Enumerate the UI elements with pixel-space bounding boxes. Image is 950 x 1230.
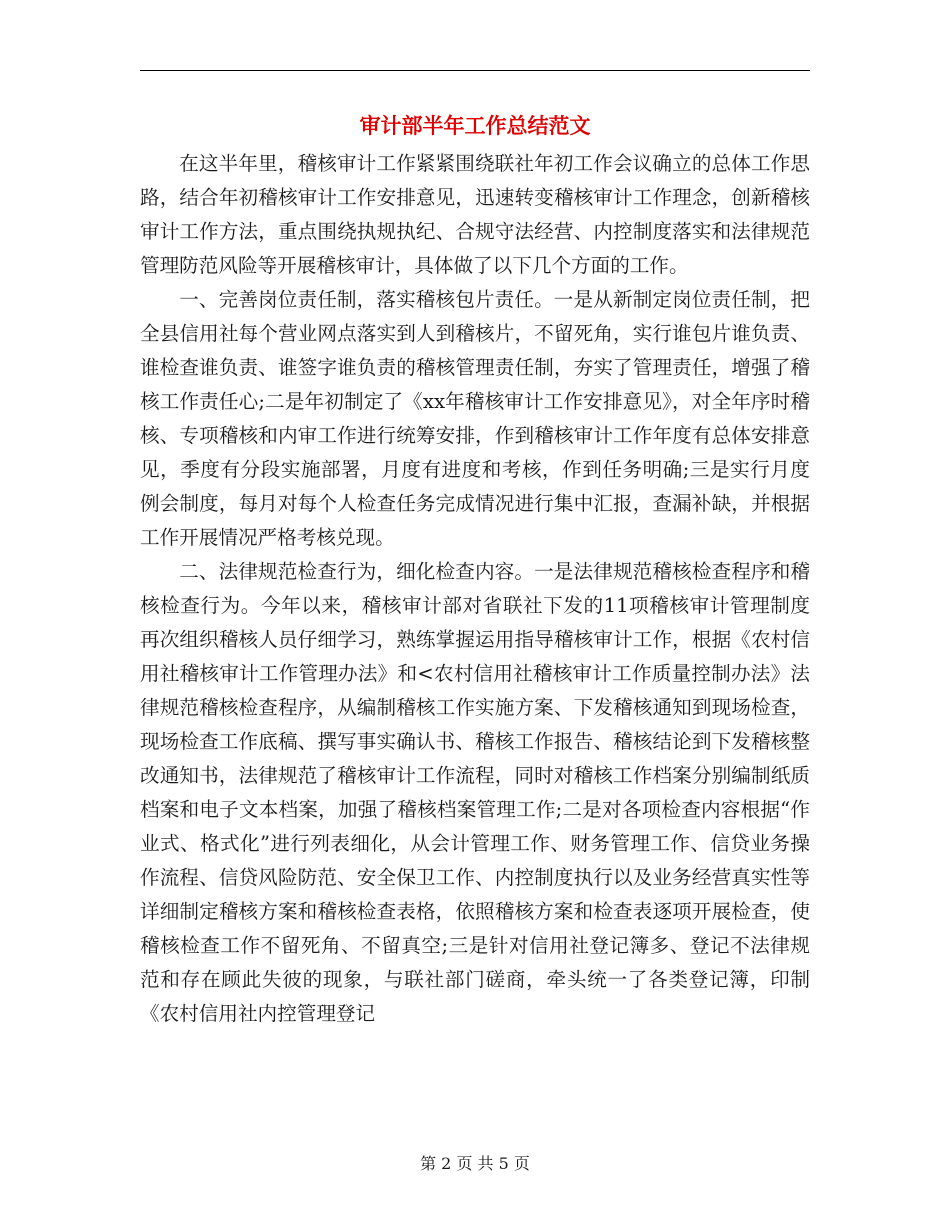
body-paragraph-section-2: 二、法律规范检查行为，细化检查内容。一是法律规范稽核检查程序和稽核检查行为。今年以来，稽核审计部对省联社下发的11项稽核审计管理制度再次组织稽核人员仔细学习，熟练掌握运用指导稽核审计工作，根据《农村信用社稽核审计工作管理办法》和<农村信用社稽核审计工作质量控制办法》法律规范稽核检查程序，从编制稽核工作实施方案、下发稽核通知到现场检查，现场检查工作底稿、撰写事实确认书、稽核工作报告、稽核结论到下发稽核整改通知书，法律规范了稽核审计工作流程，同时对稽核工作档案分别编制纸质档案和电子文本档案，加强了稽核档案管理工作;二是对各项检查内容根据“作业式、格式化”进行列表细化，从会计管理工作、财务管理工作、信贷业务操作流程、信贷风险防范、安全保卫工作、内控制度执行以及业务经营真实性等详细制定稽核方案和稽核检查表格，依照稽核方案和检查表逐项开展检查，使稽核检查工作不留死角、不留真空;三是针对信用社登记簿多、登记不法律规范和存在顾此失彼的现象，与联社部门磋商，牵头统一了各类登记簿，印制《农村信用社内控管理登记 (140, 560, 810, 1025)
document-title: 审计部半年工作总结范文 (359, 114, 591, 138)
body-paragraph-intro: 在这半年里，稽核审计工作紧紧围绕联社年初工作会议确立的总体工作思路，结合年初稽核审计工作安排意见，迅速转变稽核审计工作理念，创新稽核审计工作方法，重点围绕执规执纪、合规守法经营、内控制度落实和法律规范管理防范风险等开展稽核审计，具体做了以下几个方面的工作。 (140, 152, 810, 277)
page-number-footer: 第 2 页 共 5 页 (420, 1154, 530, 1173)
header-rule (140, 70, 810, 71)
body-paragraph-section-1: 一、完善岗位责任制，落实稽核包片责任。一是从新制定岗位责任制，把全县信用社每个营业网点落实到人到稽核片，不留死角，实行谁包片谁负责、谁检查谁负责、谁签字谁负责的稽核管理责任制，夯实了管理责任，增强了稽核工作责任心;二是年初制定了《xx年稽核审计工作安排意见》，对全年序时稽核、专项稽核和内审工作进行统筹安排，作到稽核审计工作年度有总体安排意见，季度有分段实施部署，月度有进度和考核，作到任务明确;三是实行月度例会制度，每月对每个人检查任务完成情况进行集中汇报，查漏补缺，并根据工作开展情况严格考核兑现。 (140, 288, 810, 549)
document-body (140, 147, 810, 1031)
